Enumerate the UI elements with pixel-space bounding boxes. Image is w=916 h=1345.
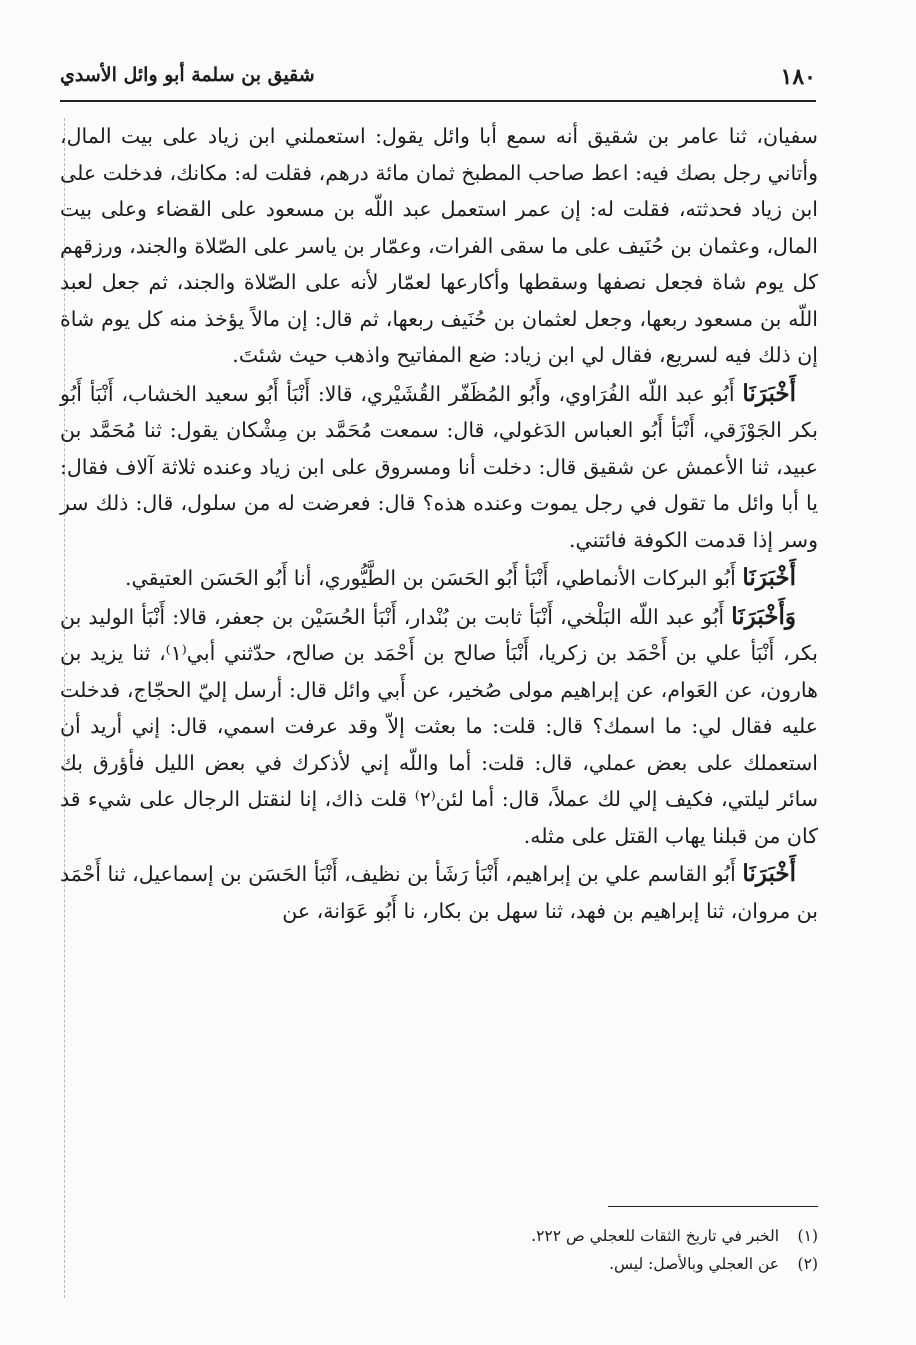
page-number: ١٨٠ [780,64,816,90]
page-header [60,58,816,102]
paragraph-text: أَبُو عبد اللّه البَلْخي، أَنْبَأ ثابت بن بُنْدار، أَنْبَأ الحُسَيْن بن جعفر، قالا: أَنْبَأ الوليد بن بكر، أَنْبَأ علي بن أَحْمَد بن زكريا، أَنْبَأ صالح بن أَحْمَد بن صالح، حدّثني أبي⁽١⁾، ثنا يزيد بن هارون، عن العَوام، عن إبراهيم مولى صُخير، عن أَبي وائل قال: أرسل إليّ الحجّاج، فدخلت عليه فقال لي: ما اسمك؟ قال: قلت: ما بعثت إلاّ وقد عرفت اسمي، قال: إني أريد أن استعملك على بعض عملي، قال: قلت: أما واللّه إني لأذكرك في بعض الليل فأؤرق بك سائر ليلتي، فكيف إلي لك عملاً، قال: أما لئن⁽٢⁾ قلت ذاك، إنا لنقتل الرجال على شيء قد كان من قبلنا يهاب القتل على مثله. [60,604,819,848]
paragraph-text: أَبُو القاسم علي بن إبراهيم، أَنْبَأ رَشَأ بن نظيف، أَنْبَأ الحَسَن بن إسماعيل، ثنا أَحْمَد بن مروان، ثنا إبراهيم بن فهد، ثنا سهل بن بكار، نا أَبُو عَوَانة، عن [60,862,818,923]
footnote-number: (٢) [797,1255,818,1273]
paragraph-lead: وَأَخْبَرَنَا [731,602,796,630]
footnote-text: الخبر في تاريخ الثقات للعجلي ص ٢٢٢. [531,1227,780,1245]
paragraph-text: أَبُو عبد اللّه الفُرَاوي، وأَبُو المُظَفّر القُشَيْري، قالا: أَنْبَأ أَبُو سعيد الخشاب، أَنْبَأ أَبُو بكر الجَوْزَقي، أَنْبَأ أَبُو العباس الدَغولي، قال: سمعت مُحَمَّد بن مِشْكان يقول: ثنا مُحَمَّد بن عبيد، ثنا الأعمش عن شقيق قال: دخلت أنا ومسروق على ابن زياد وعنده ثلاثة آلاف فقال: يا أبا وائل ما تقول في رجل يموت وعنده هذه؟ قال: فعرضت له من سلول، قال: ذلك سر وسر إذا قدمت الكوفة فائتني. [60,381,818,552]
footnote-divider [608,1206,818,1207]
footnote-item [60,1222,818,1250]
footnote-list [60,1222,818,1278]
paragraph [60,856,818,929]
footnote-text: عن العجلي وبالأصل: ليس. [609,1255,780,1273]
paragraph-text: سفيان، ثنا عامر بن شقيق أنه سمع أبا وائل يقول: استعملني ابن زياد على بيت المال، وأتاني رجل بصك فيه: اعط صاحب المطبخ ثمان مائة درهم، فقلت له: مكانك، فدخلت على ابن زياد فحدثته، فقلت له: إن عمر استعمل عبد اللّه بن مسعود على القضاء وعلى بيت المال، وعثمان بن حُنَيف على ما سقى الفرات، وعمّار بن ياسر على الصّلاة والجند، ورزقهم كل يوم شاة فجعل نصفها وسقطها وأكارعها لعمّار لأنه على الصّلاة والجند، ثم جعل لعبد اللّه بن مسعود ربعها، وجعل لعثمان بن حُنَيف ربعها، ثم قال: إن مالاً يؤخذ منه كل يوم شاة إن ذلك فيه لسريع، فقال لي ابن زياد: ضع المفاتيح واذهب حيث شئتَ. [60,124,818,367]
paragraph-text: أَبُو البركات الأنماطي، أَنْبَأ أَبُو الحَسَن بن الطَّيُّوري، أنا أَبُو الحَسَن العتيقي. [125,566,743,590]
paragraph [60,118,818,374]
paragraph [60,599,818,855]
footnote-number: (١) [797,1227,818,1245]
paragraph-lead: أَخْبَرَنَا [742,564,796,591]
main-text [60,118,818,931]
footnote-item [60,1250,818,1278]
paragraph [60,376,818,559]
paragraph [60,560,818,597]
paragraph-lead: أَخْبَرَنَا [742,860,796,887]
paragraph-lead: أَخْبَرَنَا [742,379,796,407]
running-title: شقيق بن سلمة أبو وائل الأسدي [60,64,315,86]
